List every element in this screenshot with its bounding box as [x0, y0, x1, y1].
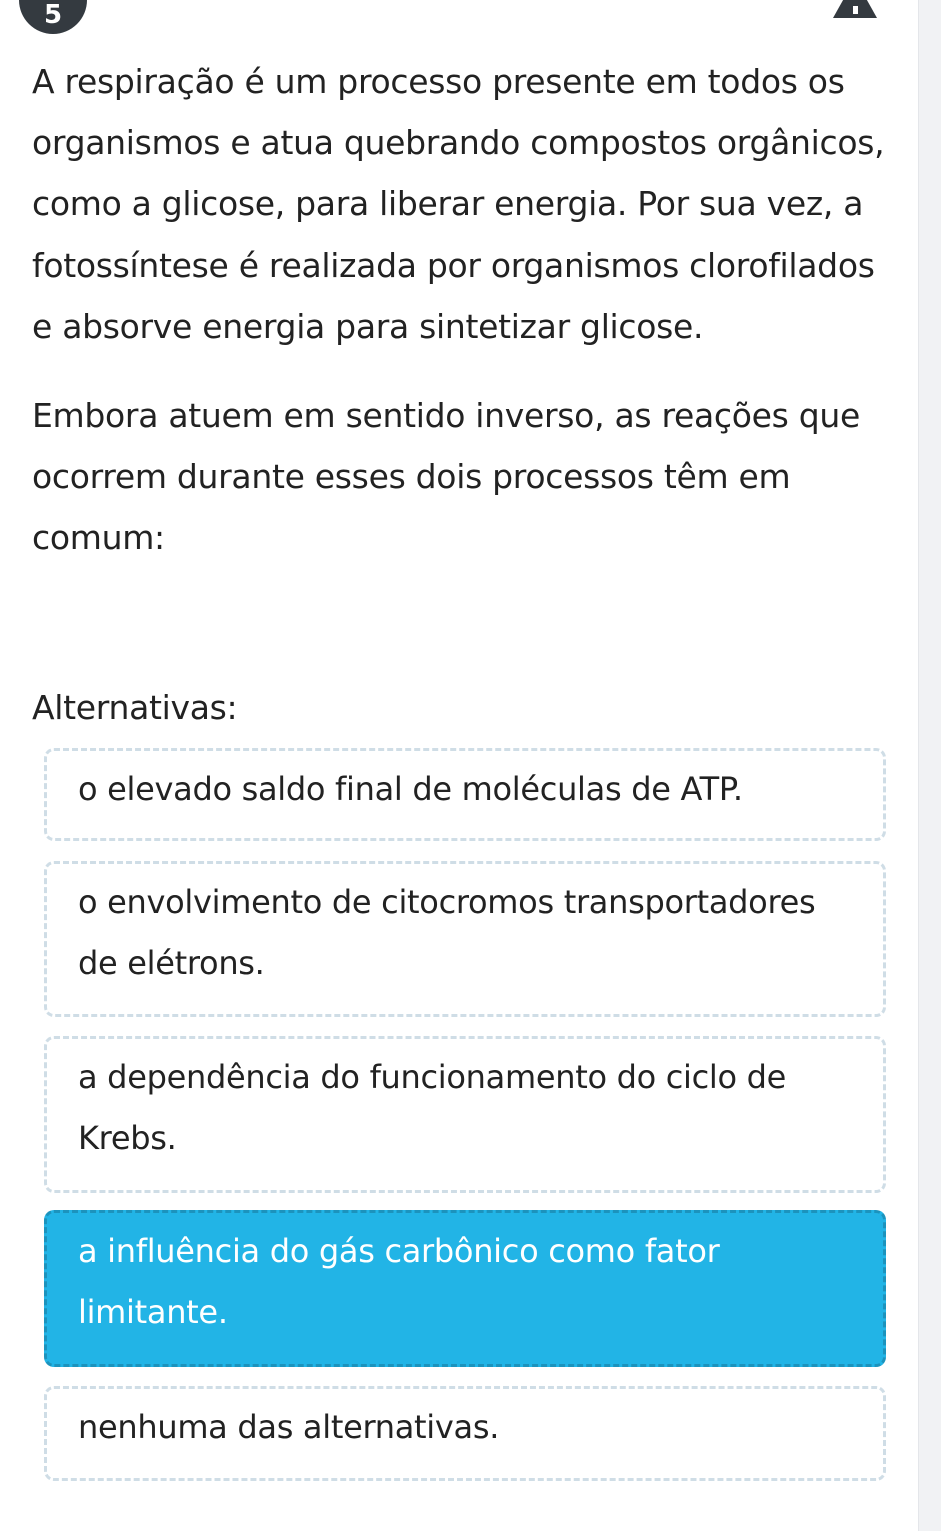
question-number: 5: [43, 0, 63, 30]
option-text: a influência do gás carbônico como fator limitante.: [78, 1232, 720, 1331]
option-text: nenhuma das alternativas.: [78, 1408, 500, 1446]
statement-paragraph-1: A respiração é um processo presente em todos os organismos e atua quebrando compostos orgânicos, como a glicose, para liberar energia. Por sua vez, a fotossíntese é realizada por organismos clorofilados e absorve energia para sintetizar glicose.: [32, 62, 885, 346]
option-text: o elevado saldo final de moléculas de ATP.: [78, 770, 743, 808]
question-number-badge: [19, 0, 87, 34]
option-text: o envolvimento de citocromos transportadores de elétrons.: [78, 883, 816, 982]
option-text: a dependência do funcionamento do ciclo de Krebs.: [78, 1058, 787, 1157]
warning-triangle-icon[interactable]: [833, 0, 877, 18]
scrollbar-track[interactable]: [918, 0, 941, 1531]
question-statement: [32, 51, 892, 569]
option-a[interactable]: [44, 748, 886, 841]
option-e[interactable]: [44, 1386, 886, 1481]
alternatives-label: Alternativas:: [32, 688, 238, 727]
option-c[interactable]: [44, 1036, 886, 1193]
option-d-selected[interactable]: [44, 1210, 886, 1367]
option-b[interactable]: [44, 861, 886, 1017]
statement-paragraph-2: Embora atuem em sentido inverso, as reações que ocorrem durante esses dois processos têm em comum:: [32, 396, 861, 558]
